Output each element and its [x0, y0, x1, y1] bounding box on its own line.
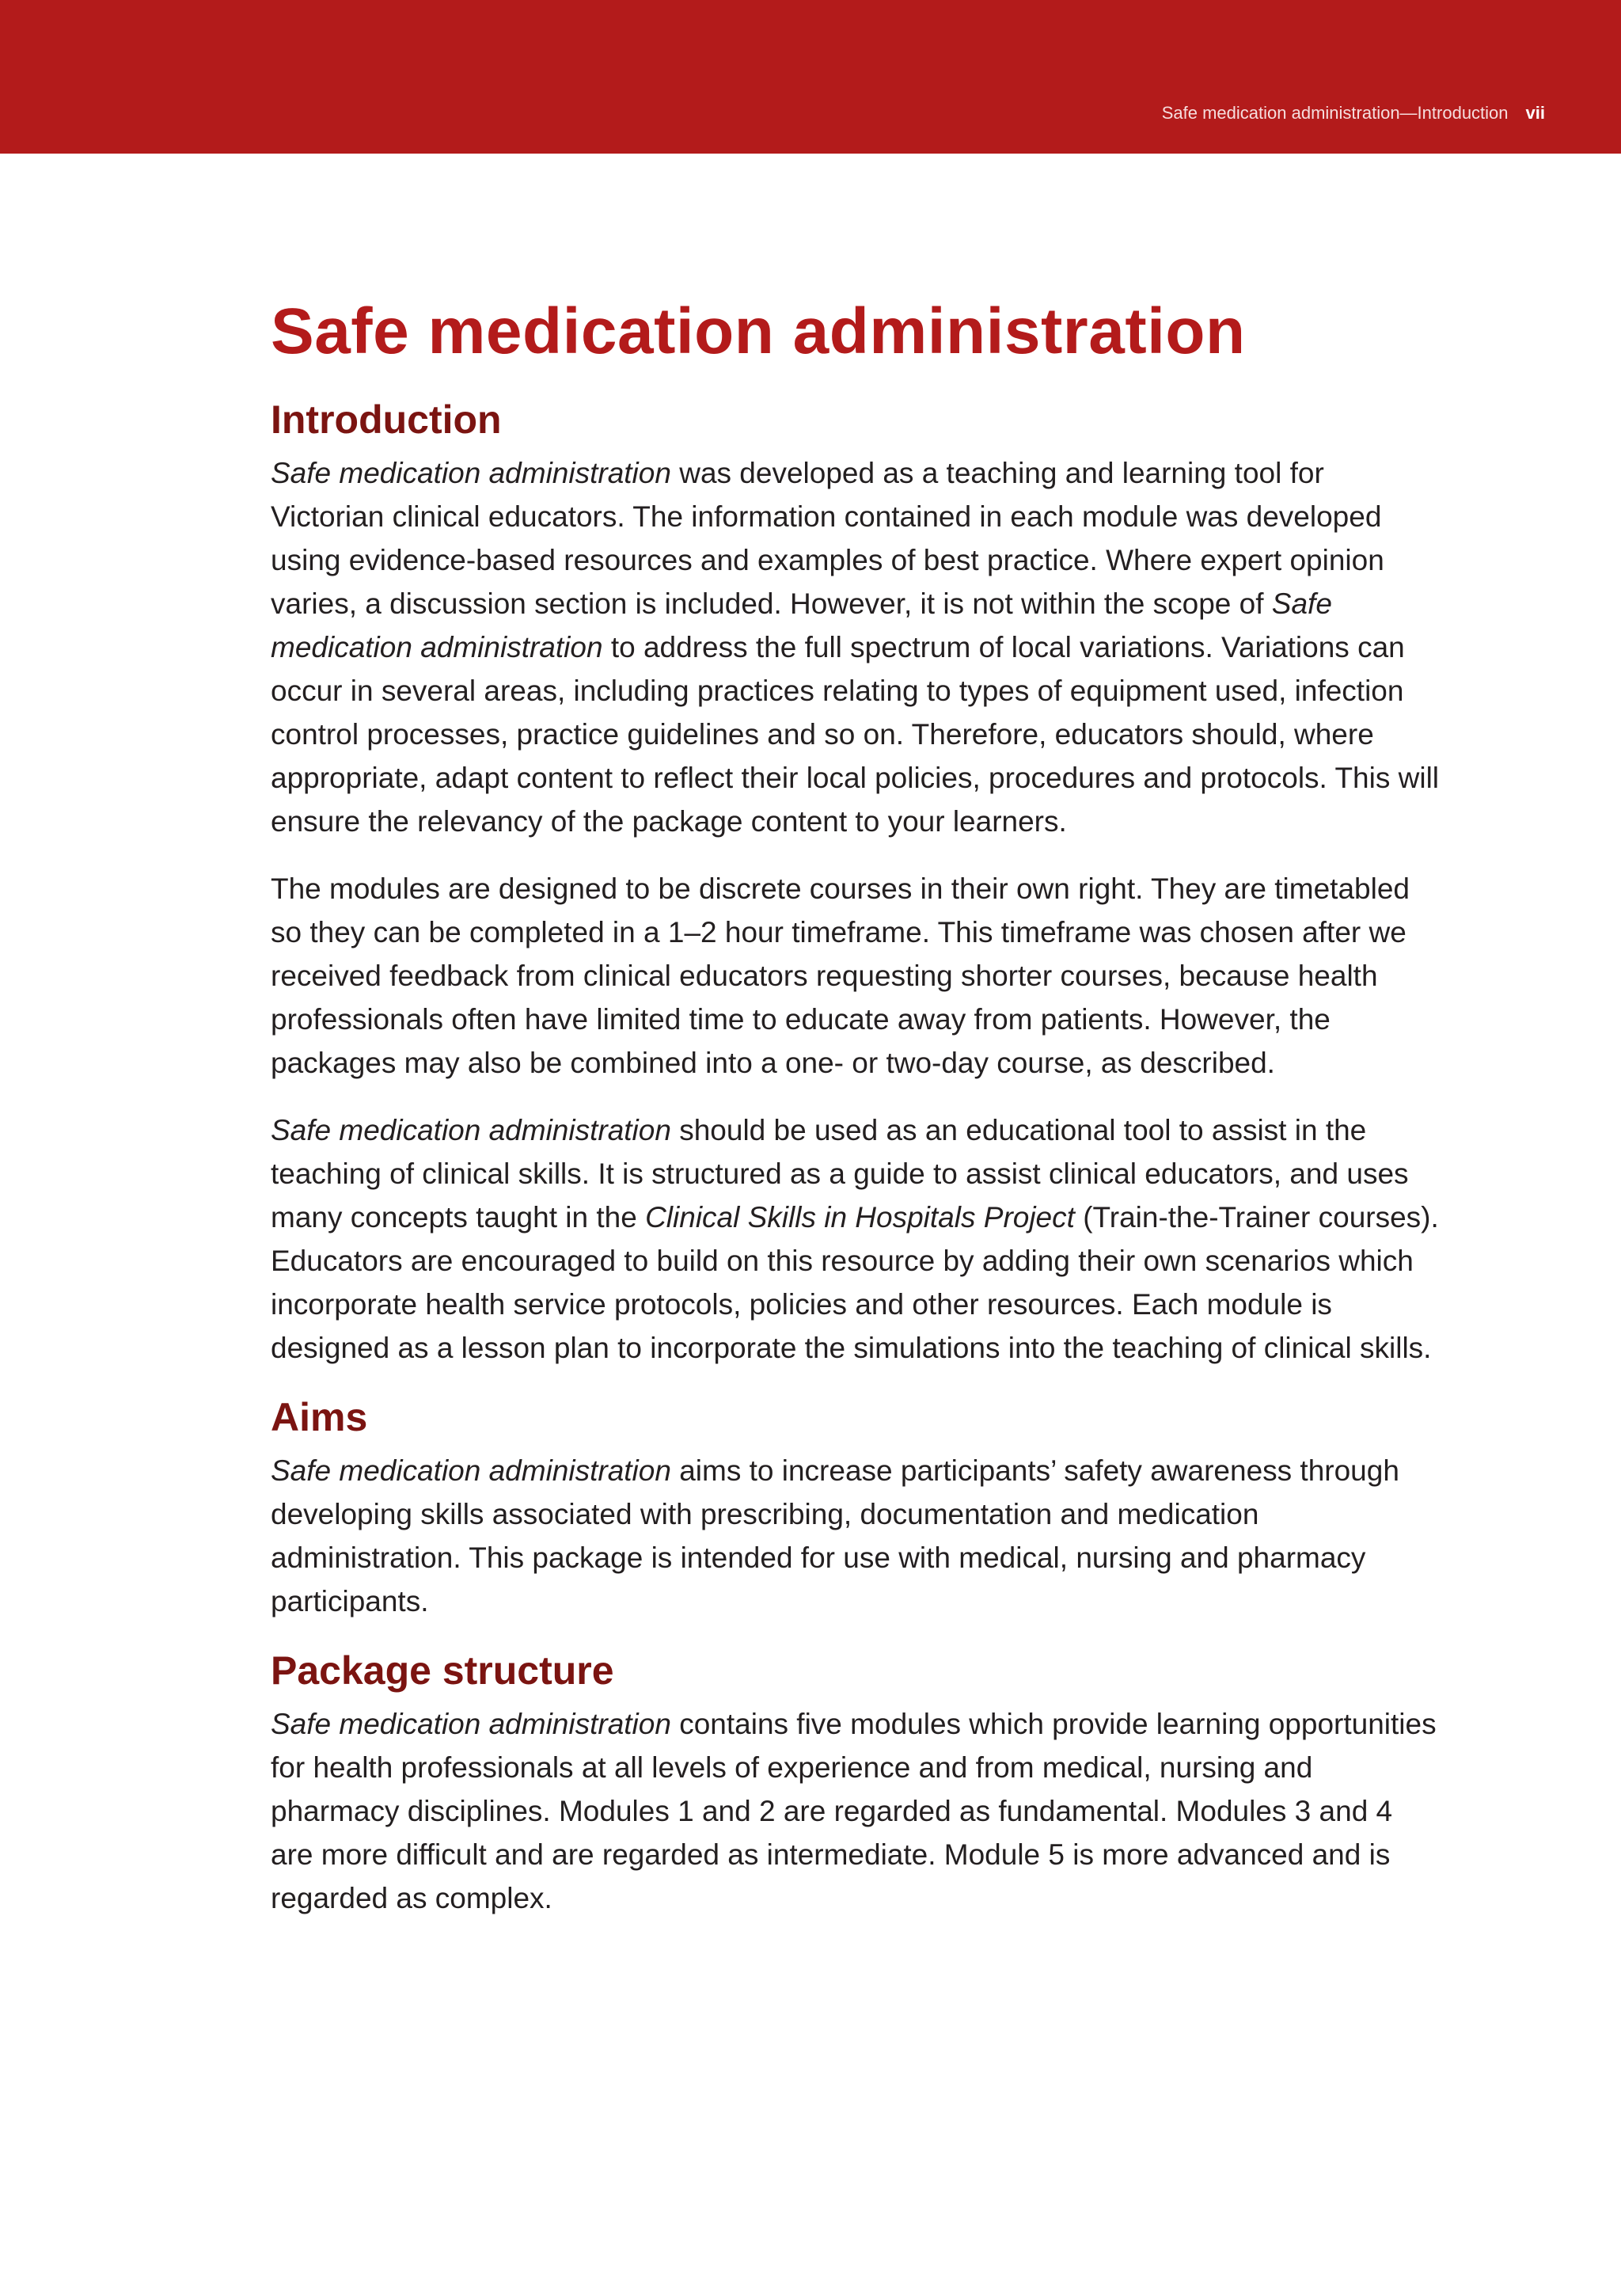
- italic-title: Safe medication administration: [271, 1114, 671, 1146]
- paragraph-text: (Train-the-Trainer courses). Educators are encouraged to build on this resource by adding their own scenarios which incorporate health service protocols, policies and other resources. Each module is designed as a lesson plan to incorporate the simulations into the teaching of clinical skills.: [271, 1201, 1439, 1364]
- aims-heading: Aims: [271, 1395, 368, 1439]
- introduction-paragraph-1: [271, 451, 1442, 843]
- paragraph-text: aims to increase participants’ safety awareness through developing skills associated with prescribing, documentation and medication administration. This package is intended for use with medical, nursing and pharmacy participants.: [271, 1454, 1399, 1617]
- running-head: [1162, 101, 1545, 125]
- page-content: [271, 290, 1442, 1944]
- paragraph-text: was developed as a teaching and learning tool for Victorian clinical educators. The information contained in each module was developed using evidence-based resources and examples of best practice. Where expert opinion varies, a discussion section is included. However, it is not within the scope of: [271, 457, 1384, 620]
- package-structure-heading: Package structure: [271, 1648, 614, 1693]
- introduction-heading: Introduction: [271, 397, 502, 442]
- paragraph-text: should be used as an educational tool to assist in the teaching of clinical skills. It is structured as a guide to assist clinical educators, and uses many concepts taught in the: [271, 1114, 1409, 1234]
- paragraph-text: to address the full spectrum of local variations. Variations can occur in several areas, including practices relating to types of equipment used, infection control processes, practice guidelines and so on. Therefore, educators should, where appropriate, adapt content to reflect their local policies, procedures and protocols. This will ensure the relevancy of the package content to your learners.: [271, 631, 1440, 838]
- header-band: [0, 0, 1621, 154]
- introduction-section: [271, 396, 1442, 1370]
- package-structure-paragraph: [271, 1702, 1442, 1920]
- package-structure-section: [271, 1647, 1442, 1920]
- introduction-paragraph-3: [271, 1108, 1442, 1370]
- italic-title: Safe medication administration: [271, 587, 1332, 663]
- italic-title: Safe medication administration: [271, 457, 671, 489]
- page-number: vii: [1525, 103, 1545, 123]
- introduction-paragraph-2: The modules are designed to be discrete courses in their own right. They are timetabled so they can be completed in a 1–2 hour timeframe. This timeframe was chosen after we received feedback from clinical educators requesting shorter courses, because health professionals often have limited time to educate away from patients. However, the packages may also be combined into a one- or two-day course, as described.: [271, 872, 1410, 1079]
- paragraph-text: contains five modules which provide learning opportunities for health professionals at all levels of experience and from medical, nursing and pharmacy disciplines. Modules 1 and 2 are regarded as fundamental. Modules 3 and 4 are more difficult and are regarded as intermediate. Module 5 is more advanced and is regarded as complex.: [271, 1708, 1437, 1914]
- italic-title: Safe medication administration: [271, 1708, 671, 1740]
- page-title: Safe medication administration: [271, 295, 1246, 367]
- italic-project-name: Clinical Skills in Hospitals Project: [645, 1201, 1075, 1234]
- running-head-title: Safe medication administration—Introduction: [1161, 103, 1509, 123]
- aims-section: [271, 1393, 1442, 1623]
- italic-title: Safe medication administration: [271, 1454, 671, 1487]
- aims-paragraph: [271, 1449, 1442, 1623]
